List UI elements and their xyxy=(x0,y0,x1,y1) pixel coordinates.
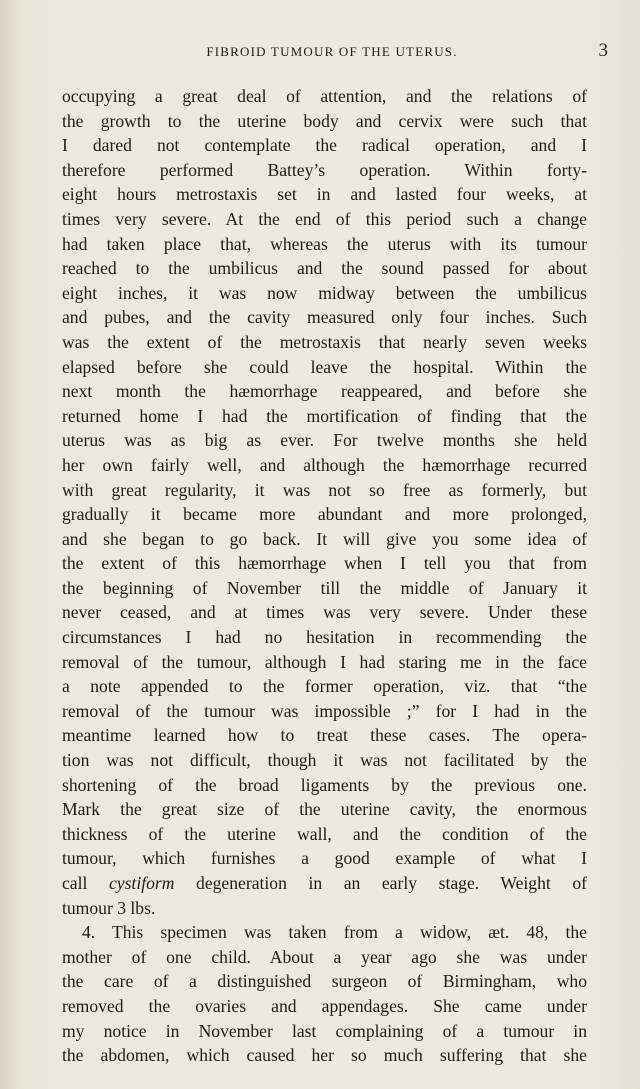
text-line: had taken place that, whereas the uterus with its tumour xyxy=(62,233,587,254)
text-line: the extent of this hæmorrhage when I tell you that from xyxy=(62,553,587,574)
text-line: uterus was as big as ever. For twelve months she held xyxy=(62,430,587,451)
text-line: therefore performed Battey’s operation. Within forty- xyxy=(62,159,587,180)
text-line: tumour, which furnishes a good example of what I xyxy=(62,848,587,869)
text-line: thickness of the uterine wall, and the condition of the xyxy=(62,823,587,844)
text-line: Mark the great size of the uterine cavity, the enormous xyxy=(62,799,587,820)
text-line: times very severe. At the end of this period such a change xyxy=(62,208,587,229)
text-line: and she began to go back. It will give you some idea of xyxy=(62,528,587,549)
text-line: with great regularity, it was not so free as formerly, but xyxy=(62,479,587,500)
text-line: circumstances I had no hesitation in recommending the xyxy=(62,627,587,648)
text-line: tumour 3 lbs. xyxy=(62,897,156,918)
page-header xyxy=(62,40,608,62)
text-line: removal of the tumour was impossible ;” for I had in the xyxy=(62,700,587,721)
running-head: FIBROID TUMOUR OF THE UTERUS. xyxy=(206,44,458,59)
text-line: her own fairly well, and although the hæmorrhage recurred xyxy=(62,454,587,475)
page-number: 3 xyxy=(598,40,608,61)
text-line: the growth to the uterine body and cervix were such that xyxy=(62,110,587,131)
text-line: I dared not contemplate the radical operation, and I xyxy=(62,135,587,156)
text-line: eight inches, it was now midway between the umbilicus xyxy=(62,282,587,303)
text-line: the care of a distinguished surgeon of Birmingham, who xyxy=(62,971,587,992)
text-line: a note appended to the former operation, viz. that “the xyxy=(62,676,587,697)
body-text xyxy=(62,84,587,1068)
text-line: gradually it became more abundant and more prolonged, xyxy=(62,504,587,525)
text-line: never ceased, and at times was very severe. Under these xyxy=(62,602,587,623)
text-line: the abdomen, which caused her so much suffering that she xyxy=(62,1045,587,1066)
text-line: and pubes, and the cavity measured only four inches. Such xyxy=(62,307,587,328)
text-line: elapsed before she could leave the hospital. Within the xyxy=(62,356,587,377)
text-line: removed the ovaries and appendages. She came under xyxy=(62,995,587,1016)
text-line: was the extent of the metrostaxis that nearly seven weeks xyxy=(62,331,587,352)
text-line: 4. This specimen was taken from a widow, æt. 48, the xyxy=(82,922,587,943)
text-line: the beginning of November till the middle of January it xyxy=(62,577,587,598)
text-line: mother of one child. About a year ago she was under xyxy=(62,946,587,967)
text-line: occupying a great deal of attention, and the relations of xyxy=(62,86,587,106)
text-line: returned home I had the mortification of finding that the xyxy=(62,405,587,426)
text-line: meantime learned how to treat these cases. The opera- xyxy=(62,725,587,746)
text-line: call cystiform degeneration in an early stage. Weight of xyxy=(62,873,587,893)
text-line: next month the hæmorrhage reappeared, and before she xyxy=(62,381,587,402)
text-line: shortening of the broad ligaments by the previous one. xyxy=(62,774,587,795)
text-line: my notice in November last complaining of a tumour in xyxy=(62,1020,587,1041)
text-line: eight hours metrostaxis set in and lasted four weeks, at xyxy=(62,184,587,205)
text-line: reached to the umbilicus and the sound passed for about xyxy=(62,258,587,279)
text-line: removal of the tumour, although I had staring me in the face xyxy=(62,651,587,672)
text-line: tion was not difficult, though it was not facilitated by the xyxy=(62,750,587,771)
italic-term: cystiform xyxy=(108,873,175,893)
